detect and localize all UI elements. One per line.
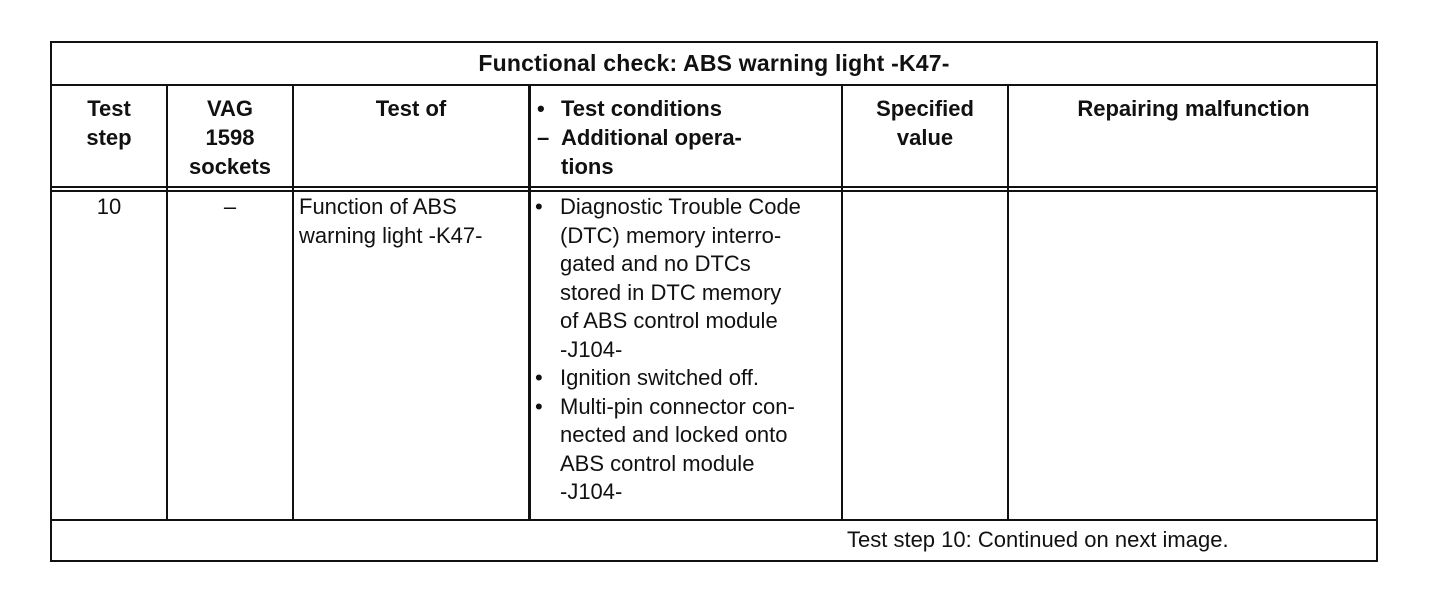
header-repairing <box>1009 86 1378 187</box>
header-separator <box>52 186 1376 192</box>
continuation-note: Test step 10: Continued on next image. <box>847 527 1229 552</box>
footer-divider <box>52 519 1376 521</box>
header-specified-value <box>843 86 1007 187</box>
header-text: tions <box>561 154 614 179</box>
cell-line: of ABS control module <box>560 308 778 333</box>
header-text: Test of <box>375 96 447 121</box>
cell-line: stored in DTC memory <box>560 279 782 305</box>
header-text: Test conditions <box>561 96 722 121</box>
dash-icon: – <box>537 125 550 150</box>
header-test-of <box>294 86 528 187</box>
cell-line: gated and no DTCs <box>560 251 751 276</box>
header-conditions <box>531 86 841 187</box>
cell-line: ABS control module <box>560 450 755 476</box>
list-item <box>531 393 839 507</box>
header-text: step <box>86 125 132 150</box>
header-text: sockets <box>189 154 271 179</box>
cell-conditions <box>531 193 839 507</box>
cell-line: • Multi-pin connector con- <box>560 393 795 419</box>
cell-test-of <box>299 193 528 250</box>
header-text: Specified <box>876 96 974 121</box>
cell-test-step: 10 <box>96 194 122 219</box>
header-text: value <box>896 125 954 150</box>
cell-sockets: – <box>223 194 237 219</box>
header-line <box>531 152 841 181</box>
list-item <box>531 364 839 393</box>
functional-check-table <box>50 41 1378 562</box>
bullet-icon: • <box>537 96 545 121</box>
list-item <box>531 193 839 364</box>
cell-line: -J104- <box>560 336 623 362</box>
header-sockets <box>168 86 292 187</box>
cell-line: -J104- <box>560 479 623 504</box>
cell-line: • Diagnostic Trouble Code <box>560 194 801 219</box>
cell-line: Function of ABS <box>299 194 457 219</box>
header-text: Additional opera- <box>561 125 742 150</box>
header-line <box>531 94 841 123</box>
header-text: 1598 <box>205 125 255 150</box>
conditions-list <box>531 193 839 507</box>
header-text: Repairing malfunction <box>1077 96 1310 121</box>
header-text: Test <box>87 96 131 121</box>
cell-line: (DTC) memory interro- <box>560 222 782 248</box>
header-line <box>531 123 841 152</box>
header-test-step <box>52 86 166 187</box>
header-text: VAG <box>206 96 254 121</box>
cell-line: nected and locked onto <box>560 422 788 447</box>
table-title: Functional check: ABS warning light -K47- <box>52 43 1376 86</box>
cell-line: warning light -K47- <box>299 222 483 248</box>
cell-line: • Ignition switched off. <box>560 365 759 390</box>
